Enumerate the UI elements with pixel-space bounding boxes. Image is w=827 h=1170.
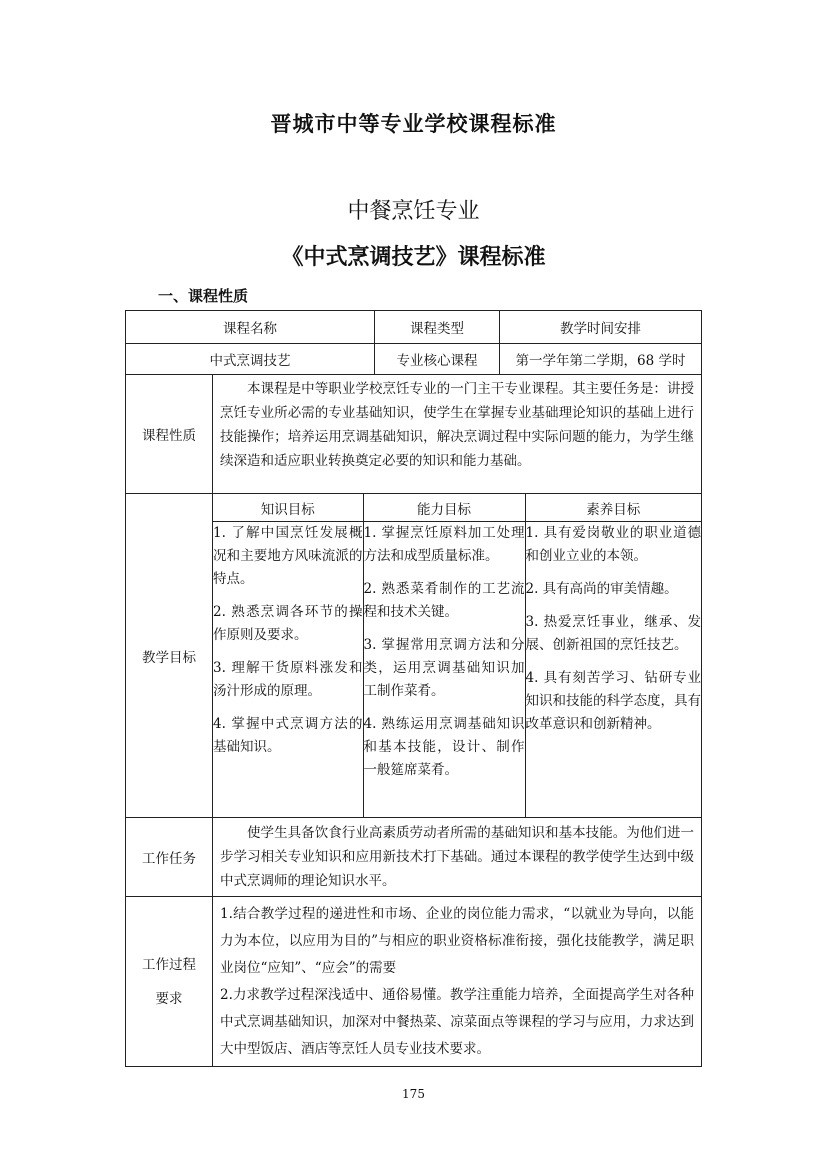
list-item: 2. 具有高尚的审美情趣。 [525, 581, 678, 597]
work-task-label: 工作任务 [126, 818, 213, 897]
knowledge-goals [213, 522, 363, 818]
list-item: 1. 了解中国烹饪发展概况和主要地方风味流派的特点。 [213, 525, 363, 587]
info-row [126, 344, 702, 375]
ability-goals [363, 522, 525, 818]
work-process-label-line2: 要求 [155, 990, 183, 1007]
list-item: 1. 掌握烹饪原料加工处理方法和成型质量标准。 [363, 525, 525, 564]
teaching-goals-label: 教学目标 [126, 494, 213, 818]
list-item: 3. 热爱烹饪事业，继承、发展、创新祖国的烹饪技艺。 [525, 614, 701, 653]
list-item: 4. 熟练运用烹调基础知识和基本技能，设计、制作一般筵席菜肴。 [363, 716, 525, 778]
list-item: 1. 具有爱岗敬业的职业道德和创业立业的本领。 [525, 525, 701, 564]
teaching-goals-row [126, 494, 702, 818]
list-item: 3. 掌握常用烹调方法和分类，运用烹调基础知识加工制作菜肴。 [363, 637, 525, 699]
list-item: 4. 具有刻苦学习、钻研专业知识和技能的科学态度，具有改革意识和创新精神。 [525, 670, 701, 732]
ability-goal-header: 能力目标 [363, 494, 525, 522]
list-item: 2. 熟悉菜肴制作的工艺流程和技术关键。 [363, 581, 525, 620]
list-item: 3. 理解干货原料涨发和汤汁形成的原理。 [213, 660, 363, 699]
header-course-type: 课程类型 [375, 311, 500, 344]
header-schedule: 教学时间安排 [500, 311, 702, 344]
page-number: 175 [402, 1087, 425, 1101]
major-title: 中餐烹饪专业 [347, 199, 480, 224]
course-standard-table [125, 310, 702, 1067]
work-process-label-line1: 工作过程 [142, 956, 196, 973]
course-nature-label: 课程性质 [126, 375, 213, 494]
school-title: 晋城市中等专业学校课程标准 [270, 111, 557, 136]
course-title: 《中式烹调技艺》课程标准 [281, 244, 546, 270]
work-process-item-1: 1.结合教学过程的递进性和市场、企业的岗位能力需求，“以就业为导向，以能力为本位，以应用为目的”与相应的职业资格标准衔接，强化技能教学，满足职业岗位“应知”、“应会”的需要 [220, 905, 694, 976]
course-nature-row [126, 375, 702, 494]
section-heading: 一、课程性质 [158, 287, 249, 305]
header-course-name: 课程名称 [126, 311, 375, 344]
course-type-value: 专业核心课程 [375, 344, 500, 375]
work-task-row [126, 818, 702, 897]
header-row [126, 311, 702, 344]
work-task-text: 使学生具备饮食行业高素质劳动者所需的基础知识和基本技能。为他们进一步学习相关专业知识和应用新技术打下基础。通过本课程的教学使学生达到中级中式烹调师的理论知识水平。 [220, 825, 694, 889]
literacy-goals [525, 522, 701, 818]
list-item: 2. 熟悉烹调各环节的操作原则及要求。 [213, 604, 363, 643]
teaching-goals-table [213, 494, 701, 817]
literacy-goal-header: 素养目标 [525, 494, 701, 522]
knowledge-goal-header: 知识目标 [213, 494, 363, 522]
list-item: 4. 掌握中式烹调方法的基础知识。 [213, 716, 363, 755]
schedule-value: 第一学年第二学期，68 学时 [500, 344, 702, 375]
course-nature-text: 本课程是中等职业学校烹饪专业的一门主干专业课程。其主要任务是：讲授烹饪专业所必需的专业基础知识，使学生在掌握专业基础理论知识的基础上进行技能操作；培养运用烹调基础知识，解决烹调过程中实际问题的能力，为学生继续深造和适应职业转换奠定必要的知识和能力基础。 [220, 381, 694, 469]
work-process-item-2: 2.力求教学过程深浅适中、通俗易懂。教学注重能力培养，全面提高学生对各种中式烹调基础知识，加深对中餐热菜、凉菜面点等课程的学习与应用，力求达到大中型饭店、酒店等烹饪人员专业技术要求。 [220, 986, 694, 1057]
work-process-row [126, 897, 702, 1067]
course-name-value: 中式烹调技艺 [126, 344, 375, 375]
work-process-label [126, 897, 213, 1067]
